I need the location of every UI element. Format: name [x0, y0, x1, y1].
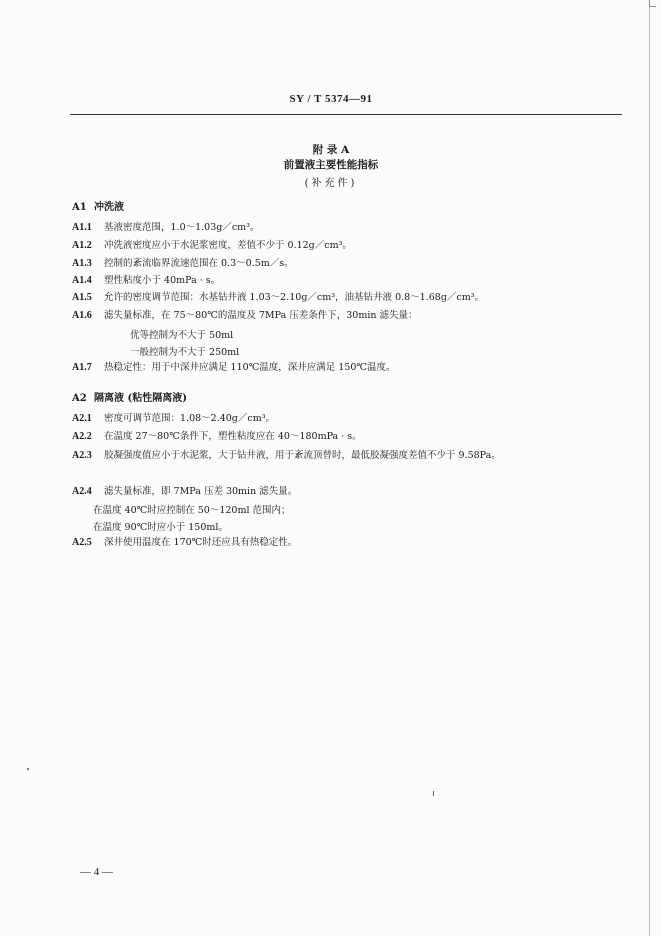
clause-number: A2.3: [72, 450, 92, 461]
a1-6-item-general: 一般控制为不大于 250ml: [130, 347, 240, 358]
clause-text: 热稳定性：用于中深井应满足 110℃温度，深井应满足 150℃温度。: [104, 362, 396, 373]
clause-number: A2.5: [72, 537, 92, 548]
page-corner-mark: [649, 0, 656, 7]
clause-a1-5: [72, 291, 592, 305]
section-title: 冲洗液: [94, 202, 124, 213]
clause-number: A1.1: [72, 222, 92, 233]
section-number: A2: [72, 393, 87, 404]
clause-text: 胶凝强度值应小于水泥浆，大于钻井液，用于紊流顶替时，最低胶凝强度差值不少于 9.58Pa。: [104, 450, 501, 461]
clause-a2-3: [72, 447, 592, 464]
clause-text: 冲洗液密度应小于水泥浆密度，差值不少于 0.12g／cm³。: [104, 240, 352, 251]
clause-text: 深井使用温度在 170℃时还应具有热稳定性。: [104, 537, 298, 548]
a2-4-item-90c: 在温度 90℃时应小于 150ml。: [93, 522, 228, 533]
appendix-title: 附 录 A: [312, 144, 350, 156]
clause-text: 允许的密度调节范围：水基钻井液 1.03～2.10g／cm³，油基钻井液 0.8～1.68g／cm³。: [104, 292, 485, 303]
a1-6-item-premium: 优等控制为不大于 50ml: [130, 330, 234, 341]
scan-speck: [27, 768, 29, 770]
clause-text: 滤失量标准，在 75～80℃的温度及 7MPa 压差条件下，30min 滤失量：: [104, 310, 418, 321]
clause-text: 基液密度范围，1.0～1.03g／cm³。: [104, 222, 260, 233]
page-edge-line: [649, 0, 650, 936]
clause-a2-2: [72, 430, 592, 444]
clause-number: A2.1: [72, 413, 92, 424]
clause-number: A1.3: [72, 258, 92, 269]
scan-speck: [433, 791, 434, 796]
clause-number: A1.6: [72, 310, 92, 321]
appendix-note: (补充件): [304, 178, 358, 189]
section-number: A1: [72, 202, 87, 213]
clause-a1-7: [72, 361, 592, 375]
appendix-subtitle: 前置液主要性能指标: [283, 159, 379, 171]
clause-text: 塑性粘度小于 40mPa · s。: [104, 275, 221, 286]
clause-a2-5: [72, 536, 592, 550]
standard-code-header: SY / T 5374—91: [289, 93, 373, 105]
clause-a2-1: [72, 412, 592, 426]
clause-text: 滤失量标准，即 7MPa 压差 30min 滤失量。: [104, 486, 298, 497]
clause-a1-2: [72, 239, 592, 253]
section-heading-a2: [72, 389, 187, 404]
section-title: 隔离液 (粘性隔离液): [94, 393, 187, 404]
clause-number: A1.7: [72, 362, 92, 373]
clause-number: A1.4: [72, 275, 92, 286]
clause-text: 在温度 27～80℃条件下，塑性粘度应在 40～180mPa · s。: [104, 431, 362, 442]
clause-a1-3: [72, 257, 592, 271]
clause-a1-1: [72, 221, 592, 235]
clause-number: A2.2: [72, 431, 92, 442]
clause-text: 控制的紊流临界流速范围在 0.3～0.5m／s。: [104, 258, 294, 269]
header-rule: [70, 114, 622, 115]
a2-4-item-40c: 在温度 40℃时应控制在 50～120ml 范围内；: [93, 505, 291, 516]
clause-text: 密度可调节范围：1.08～2.40g／cm³。: [104, 413, 276, 424]
section-heading-a1: [72, 198, 124, 213]
clause-a2-4: [72, 485, 592, 499]
page-number-footer: — 4 —: [80, 866, 113, 878]
clause-a1-6: [72, 309, 592, 323]
clause-number: A2.4: [72, 486, 92, 497]
clause-a1-4: [72, 274, 592, 288]
clause-number: A1.5: [72, 292, 92, 303]
clause-number: A1.2: [72, 240, 92, 251]
